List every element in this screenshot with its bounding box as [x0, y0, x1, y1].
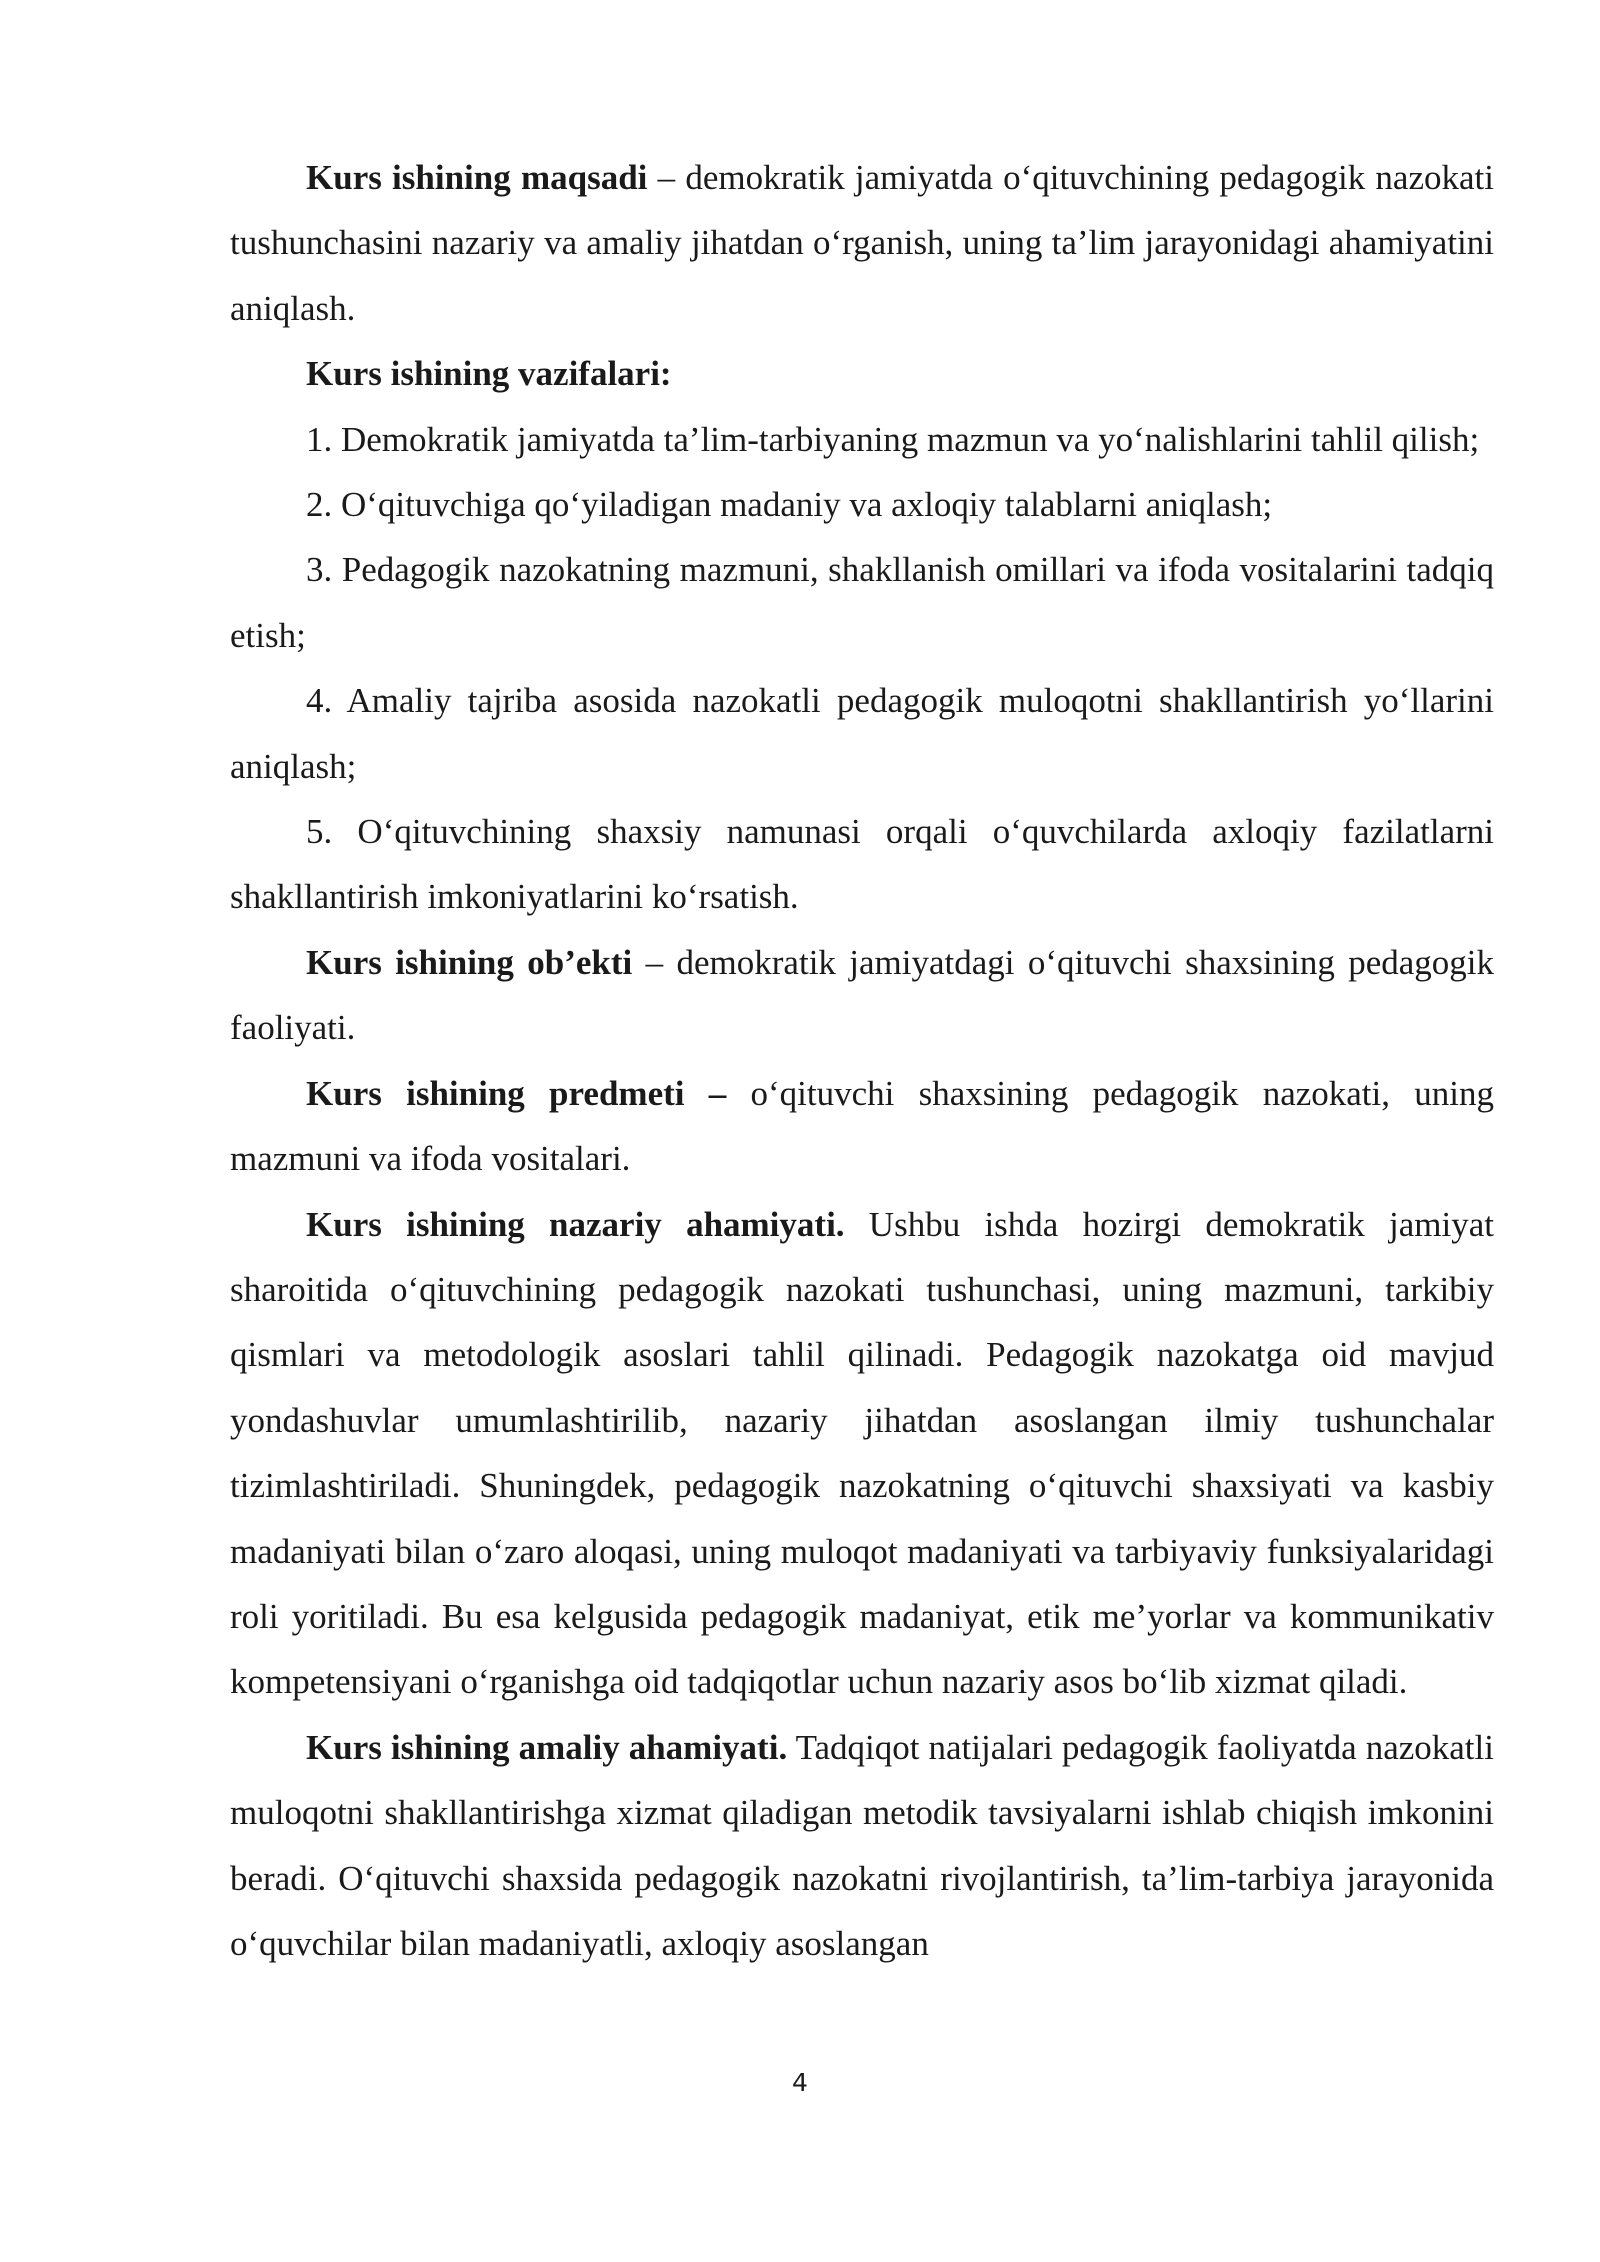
page-number: 4: [792, 2068, 808, 2097]
task-item: 5. O‘qituvchining shaxsiy namunasi orqali o‘quvchilarda axloqiy fazilatlarni shakllantirish imkoniyatlarini ko‘rsatish.: [230, 812, 1494, 917]
paragraph-practical: [230, 1715, 1494, 1977]
practical-label: Kurs ishining amaliy ahamiyati.: [306, 1727, 788, 1767]
goal-text: – demokratik jamiyatda o‘qituvchining pedagogik nazokati tushunchasini nazariy va amaliy jihatdan o‘rganish, uning ta’lim jarayonidagi ahamiyatini aniqlash.: [230, 158, 1494, 328]
object-label: Kurs ishining ob’ekti: [306, 942, 633, 982]
task-item: 1. Demokratik jamiyatda ta’lim-tarbiyaning mazmun va yo‘nalishlarini tahlil qilish;: [306, 419, 1480, 459]
practical-text: Tadqiqot natijalari pedagogik faoliyatda nazokatli muloqotni shakllantirishga xizmat qiladigan metodik tavsiyalarni ishlab chiqish imkonini beradi. O‘qituvchi shaxsida pedagogik nazokatni rivojlantirish, ta’lim-tarbiya jarayonida o‘quvchilar bilan madaniyatli, axloqiy asoslangan: [230, 1727, 1494, 1963]
paragraph-object: [230, 930, 1494, 1061]
subject-text: o‘qituvchi shaxsining pedagogik nazokati, uning mazmuni va ifoda vositalari.: [230, 1073, 1494, 1179]
theoretical-text: Ushbu ishda hozirgi demokratik jamiyat sharoitida o‘qituvchining pedagogik nazokati tushunchasi, uning mazmuni, tarkibiy qismlari va metodologik asoslari tahlil qilinadi. Pedagogik nazokatga oid mavjud yondashuvlar umumlashtirilib, nazariy jihatdan asoslangan ilmiy tushunchalar tizimlashtiriladi. Shuningdek, pedagogik nazokatning o‘qituvchi shaxsiyati va kasbiy madaniyati bilan o‘zaro aloqasi, uning muloqot madaniyati va tarbiyaviy funksiyalaridagi roli yoritiladi. Bu esa kelgusida pedagogik madaniyat, etik me’yorlar va kommunikativ kompetensiyani o‘rganishga oid tadqiqotlar uchun nazariy asos bo‘lib xizmat qiladi.: [230, 1204, 1494, 1702]
document-body: [230, 145, 1494, 1976]
task-item: 3. Pedagogik nazokatning mazmuni, shakllanish omillari va ifoda vositalarini tadqiq etish;: [230, 550, 1494, 655]
subject-label: Kurs ishining predmeti –: [306, 1073, 727, 1113]
object-text: – demokratik jamiyatdagi o‘qituvchi shaxsining pedagogik faoliyati.: [230, 942, 1494, 1048]
task-item: 4. Amaliy tajriba asosida nazokatli pedagogik muloqotni shakllantirish yo‘llarini aniqlash;: [230, 681, 1494, 786]
tasks-heading-paragraph: [230, 341, 1494, 406]
theoretical-label: Kurs ishining nazariy ahamiyati.: [306, 1204, 845, 1244]
task-item: 2. O‘qituvchiga qo‘yiladigan madaniy va axloqiy talablarni aniqlash;: [306, 485, 1273, 525]
goal-label: Kurs ishining maqsadi: [306, 158, 648, 197]
tasks-heading: Kurs ishining vazifalari:: [306, 354, 672, 394]
paragraph-goal: [230, 145, 1494, 341]
paragraph-theoretical: [230, 1192, 1494, 1715]
paragraph-subject: [230, 1061, 1494, 1192]
